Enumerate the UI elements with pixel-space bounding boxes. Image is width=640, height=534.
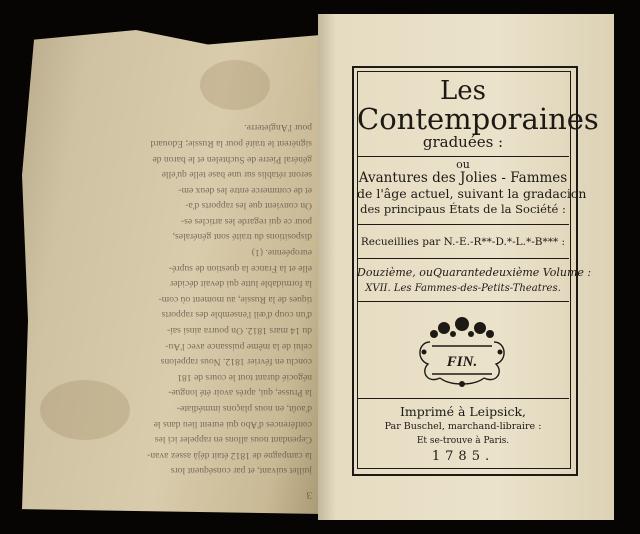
title-les: Les <box>440 76 486 106</box>
text-line: pour ce qui regarde les articles es- <box>180 215 312 227</box>
text-line: On convient que les rapports d'a- <box>185 200 312 212</box>
text-line: Cependant nous allons en rappeler ici les <box>154 434 312 446</box>
text-line: la campagne de 1812 était déjà assez avan- <box>147 449 312 461</box>
text-line: du 14 mars 1812. On pourra ainsi sai- <box>167 325 312 337</box>
left-page-text <box>40 42 312 502</box>
text-line: pour l'Angleterre. <box>244 122 312 134</box>
text-line: d'août, en nous plaçons immédiate- <box>176 403 312 415</box>
text-line: juillet suivant, et par conséquent lors <box>170 465 312 477</box>
text-line: dispositions du traité sont générales, <box>172 231 312 243</box>
collected-by: Recueillies par N.-E.-R**-D.*-L.*-B*** : <box>360 236 566 248</box>
rule <box>357 398 569 399</box>
text-line: seront rétablis sur une base telle qu'elle <box>161 169 312 181</box>
text-line: et de commerce entre les deux em- <box>178 184 312 196</box>
printed-at: Imprimé à Leipsick, <box>399 404 527 419</box>
section-line: XVII. Les Fammes-des-Petits-Theatres. <box>365 283 561 294</box>
description-line: Avantures des Jolies - Fammes <box>358 170 568 186</box>
rule <box>357 258 569 259</box>
text-line: elle et la France la question de supré- <box>168 262 312 274</box>
volume-line: Douzième, ouQuarantedeuxième Volume : <box>357 266 592 279</box>
text-line: la Prusse, qui, après avoir été longue- <box>168 387 312 399</box>
text-line: négocié durant tout le cours de 181 <box>177 371 312 383</box>
text-line: européenne. (1) <box>251 247 312 259</box>
rule <box>357 224 569 225</box>
text-line: celui de la même puissance avec l'Au- <box>165 340 312 352</box>
also-found: Et se-trouve à Paris. <box>416 436 510 446</box>
description-line: des principaus États de la Société : <box>360 202 566 216</box>
text-line: conclu en février 1812. Nous rappelons <box>160 356 312 368</box>
text-line: d'un coup d'œil l'ensemble des rapports <box>161 309 312 321</box>
fin-vignette <box>410 312 514 392</box>
or-word: ou <box>456 158 470 171</box>
text-line: tiques de la Russie, au moment où com- <box>158 293 312 305</box>
page-number: 3 <box>306 489 312 501</box>
subtitle: graduées : <box>422 133 504 151</box>
vignette-fin-text: FIN. <box>446 354 478 370</box>
text-line: la formidable lutte qui devait décider <box>170 278 312 290</box>
text-line: signèrent le traité pour la Russie; Edouard <box>150 137 312 149</box>
text-line: conférences d'Abo qui eurent lieu dans le <box>153 418 312 430</box>
publisher: Par Buschel, marchand-libraire : <box>384 421 542 432</box>
rule <box>357 156 569 157</box>
title-contemporaines: Contemporaines <box>357 102 599 136</box>
text-line: général Pierre de Suchtelen et le baron de <box>152 153 312 165</box>
publication-year: 1785. <box>431 449 495 464</box>
description-line: de l'âge actuel, suivant la gradacion <box>357 186 587 201</box>
rule <box>357 301 569 302</box>
